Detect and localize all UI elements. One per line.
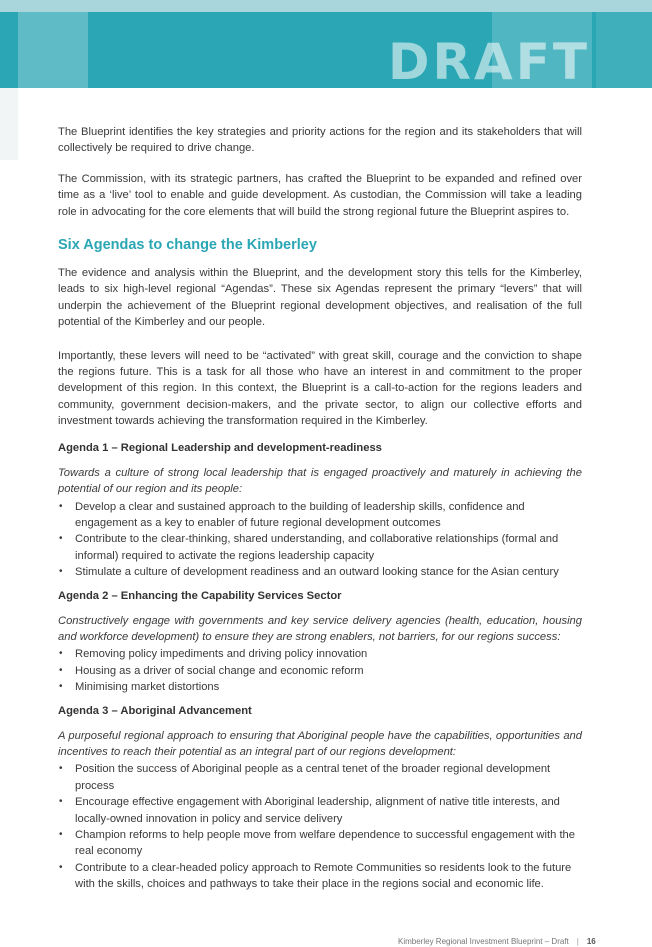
page-header-band <box>0 0 652 91</box>
draft-watermark: DRAFT <box>388 33 590 91</box>
header-decor-block <box>18 12 88 88</box>
list-item: • Champion reforms to help people move from welfare dependence to successful engagement with the real economy <box>58 827 582 860</box>
page-footer <box>398 937 596 947</box>
agenda-block-1 <box>58 440 582 581</box>
page-body <box>58 124 582 900</box>
section-heading: Six Agendas to change the Kimberley <box>58 237 317 254</box>
footer-separator: | <box>576 937 579 946</box>
agenda-title: Agenda 3 – Aboriginal Advancement <box>58 704 252 717</box>
agenda-block-2 <box>58 588 582 696</box>
footer-title: Kimberley Regional Investment Blueprint – Draft <box>398 937 569 946</box>
list-item: • Develop a clear and sustained approach to the building of leadership skills, confidence and engagement as a key to enabler of future regional development outcomes <box>58 499 582 532</box>
section-paragraph: The evidence and analysis within the Blueprint, and the development story this tells for the Kimberley, leads to six high-level regional “Agendas”. These six Agendas represent the primary “levers” that will underpin the achievement of the Blueprint regional development objectives, and realisation of the full potential of the Kimberley and our people. <box>58 267 582 329</box>
agenda-block-3 <box>58 703 582 893</box>
list-item: • Contribute to a clear-headed policy approach to Remote Communities so residents look to the future with the skills, choices and pathways to take their place in the regions social and economic life. <box>58 860 582 893</box>
left-margin-decor <box>0 88 18 160</box>
list-item: • Stimulate a culture of development readiness and an outward looking stance for the Asian century <box>58 564 582 580</box>
agenda-title: Agenda 2 – Enhancing the Capability Services Sector <box>58 589 342 602</box>
list-item: • Housing as a driver of social change and economic reform <box>58 663 582 679</box>
intro-paragraph: The Blueprint identifies the key strategies and priority actions for the region and its stakeholders that will collectively be required to drive change. <box>58 126 582 155</box>
agenda-intro: A purposeful regional approach to ensuring that Aboriginal people have the capabilities, opportunities and incentives to reach their potential as an integral part of our regions development: <box>58 729 582 758</box>
header-top-stripe <box>0 0 652 12</box>
agenda-bullet-list <box>58 646 582 695</box>
header-decor-block <box>596 12 652 88</box>
list-item: • Contribute to the clear-thinking, shared understanding, and collaborative relationships (formal and informal) required to activate the regions leadership capacity <box>58 531 582 564</box>
intro-paragraph: The Commission, with its strategic partners, has crafted the Blueprint to be expanded and refined over time as a ‘live’ tool to enable and guide development. As custodian, the Commission will take a leading role in advocating for the core elements that will build the strong regional future the Blueprint aspires to. <box>58 172 582 218</box>
section-paragraph: Importantly, these levers will need to be “activated” with great skill, courage and the conviction to shape the regions future. This is a task for all those who have an interest in and commitment to the proper development of this region. In this context, the Blueprint is a call-to-action for the regions leaders and community, government decision-makers, and the private sector, to align our collective efforts and investment towards achieving the transformation required in the Kimberley. <box>58 349 582 428</box>
page-number: 16 <box>586 937 596 946</box>
list-item: • Position the success of Aboriginal people as a central tenet of the broader regional development process <box>58 761 582 794</box>
list-item: • Minimising market distortions <box>58 679 582 695</box>
agenda-intro: Constructively engage with governments and key service delivery agencies (health, education, housing and workforce development) to ensure they are strong enablers, not barriers, for our regions success: <box>58 614 582 643</box>
agenda-title: Agenda 1 – Regional Leadership and development-readiness <box>58 441 382 454</box>
list-item: • Removing policy impediments and driving policy innovation <box>58 646 582 662</box>
agenda-bullet-list <box>58 761 582 892</box>
agenda-intro: Towards a culture of strong local leadership that is engaged proactively and maturely in achieving the potential of our region and its people: <box>58 466 582 496</box>
list-item: • Encourage effective engagement with Aboriginal leadership, alignment of native title interests, and locally-owned innovation in policy and service delivery <box>58 794 582 827</box>
agenda-bullet-list <box>58 499 582 581</box>
